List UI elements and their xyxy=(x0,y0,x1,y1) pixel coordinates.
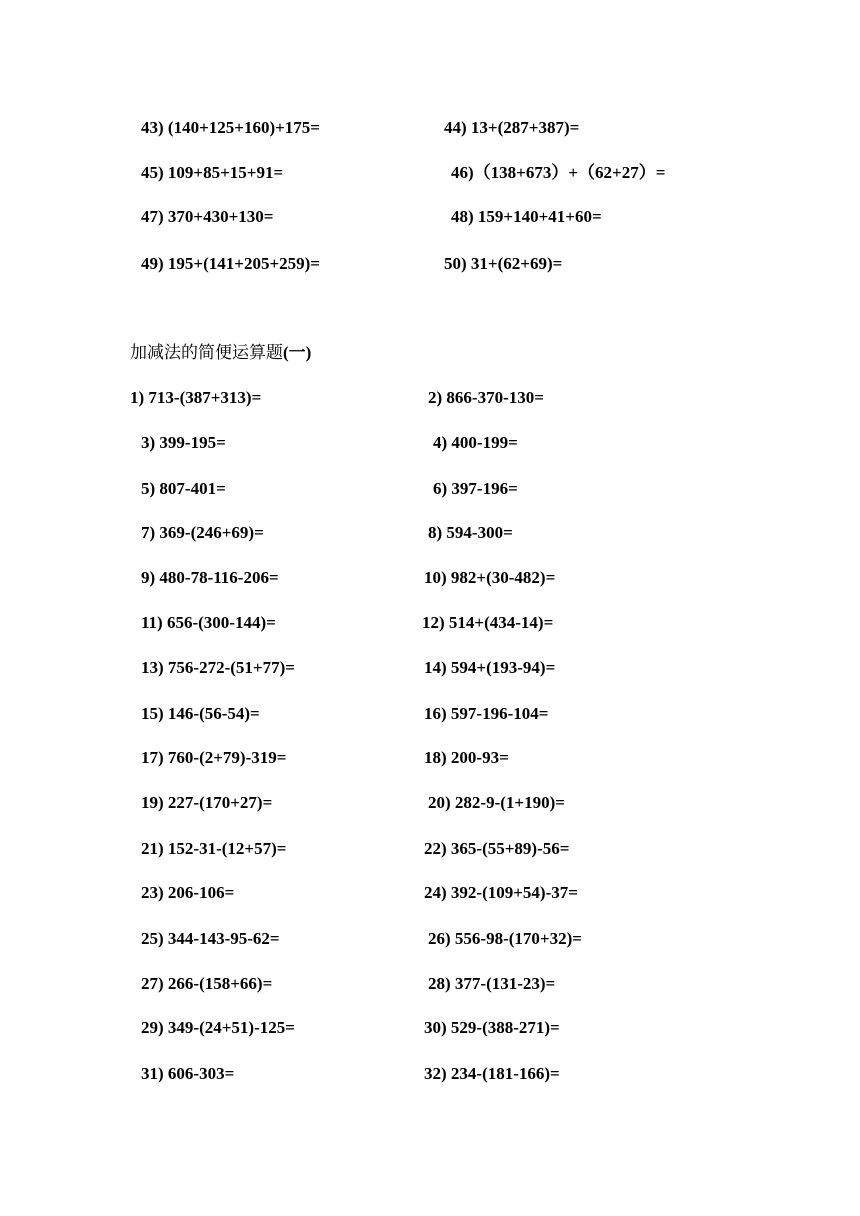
problem-16: 16) 597-196-104= xyxy=(424,704,549,723)
problem-31: 31) 606-303= xyxy=(141,1064,235,1083)
problem-11: 11) 656-(300-144)= xyxy=(141,613,276,632)
problem-13: 13) 756-272-(51+77)= xyxy=(141,658,295,677)
problem-18: 18) 200-93= xyxy=(424,748,509,767)
problem-45: 45) 109+85+15+91= xyxy=(141,163,284,182)
problem-21: 21) 152-31-(12+57)= xyxy=(141,839,287,858)
problem-6: 6) 397-196= xyxy=(433,479,518,498)
problem-1: 1) 713-(387+313)= xyxy=(130,388,262,407)
problem-49: 49) 195+(141+205+259)= xyxy=(141,254,320,273)
problem-12: 12) 514+(434-14)= xyxy=(422,613,554,632)
problem-30: 30) 529-(388-271)= xyxy=(424,1018,560,1037)
problem-50: 50) 31+(62+69)= xyxy=(444,254,563,273)
problem-23: 23) 206-106= xyxy=(141,883,235,902)
problem-44: 44) 13+(287+387)= xyxy=(444,118,580,137)
problem-5: 5) 807-401= xyxy=(141,479,226,498)
section-title-text: 加减法的简便运算题 xyxy=(130,343,283,363)
problem-27: 27) 266-(158+66)= xyxy=(141,974,273,993)
section-title xyxy=(130,342,311,364)
problem-8: 8) 594-300= xyxy=(428,523,513,542)
problem-19: 19) 227-(170+27)= xyxy=(141,793,273,812)
problem-25: 25) 344-143-95-62= xyxy=(141,929,280,948)
problem-14: 14) 594+(193-94)= xyxy=(424,658,556,677)
problem-9: 9) 480-78-116-206= xyxy=(141,568,279,587)
problem-43: 43) (140+125+160)+175= xyxy=(141,118,320,137)
problem-20: 20) 282-9-(1+190)= xyxy=(428,793,565,812)
problem-3: 3) 399-195= xyxy=(141,433,226,452)
problem-22: 22) 365-(55+89)-56= xyxy=(424,839,570,858)
problem-10: 10) 982+(30-482)= xyxy=(424,568,556,587)
problem-46: 46)（138+673）+（62+27）= xyxy=(451,163,666,182)
section-title-suffix: (一) xyxy=(283,343,312,362)
problem-26: 26) 556-98-(170+32)= xyxy=(428,929,582,948)
problem-7: 7) 369-(246+69)= xyxy=(141,523,264,542)
problem-15: 15) 146-(56-54)= xyxy=(141,704,260,723)
problem-47: 47) 370+430+130= xyxy=(141,207,274,226)
problem-17: 17) 760-(2+79)-319= xyxy=(141,748,287,767)
problem-29: 29) 349-(24+51)-125= xyxy=(141,1018,295,1037)
problem-48: 48) 159+140+41+60= xyxy=(451,207,602,226)
problem-2: 2) 866-370-130= xyxy=(428,388,544,407)
problem-28: 28) 377-(131-23)= xyxy=(428,974,556,993)
problem-32: 32) 234-(181-166)= xyxy=(424,1064,560,1083)
problem-4: 4) 400-199= xyxy=(433,433,518,452)
problem-24: 24) 392-(109+54)-37= xyxy=(424,883,578,902)
